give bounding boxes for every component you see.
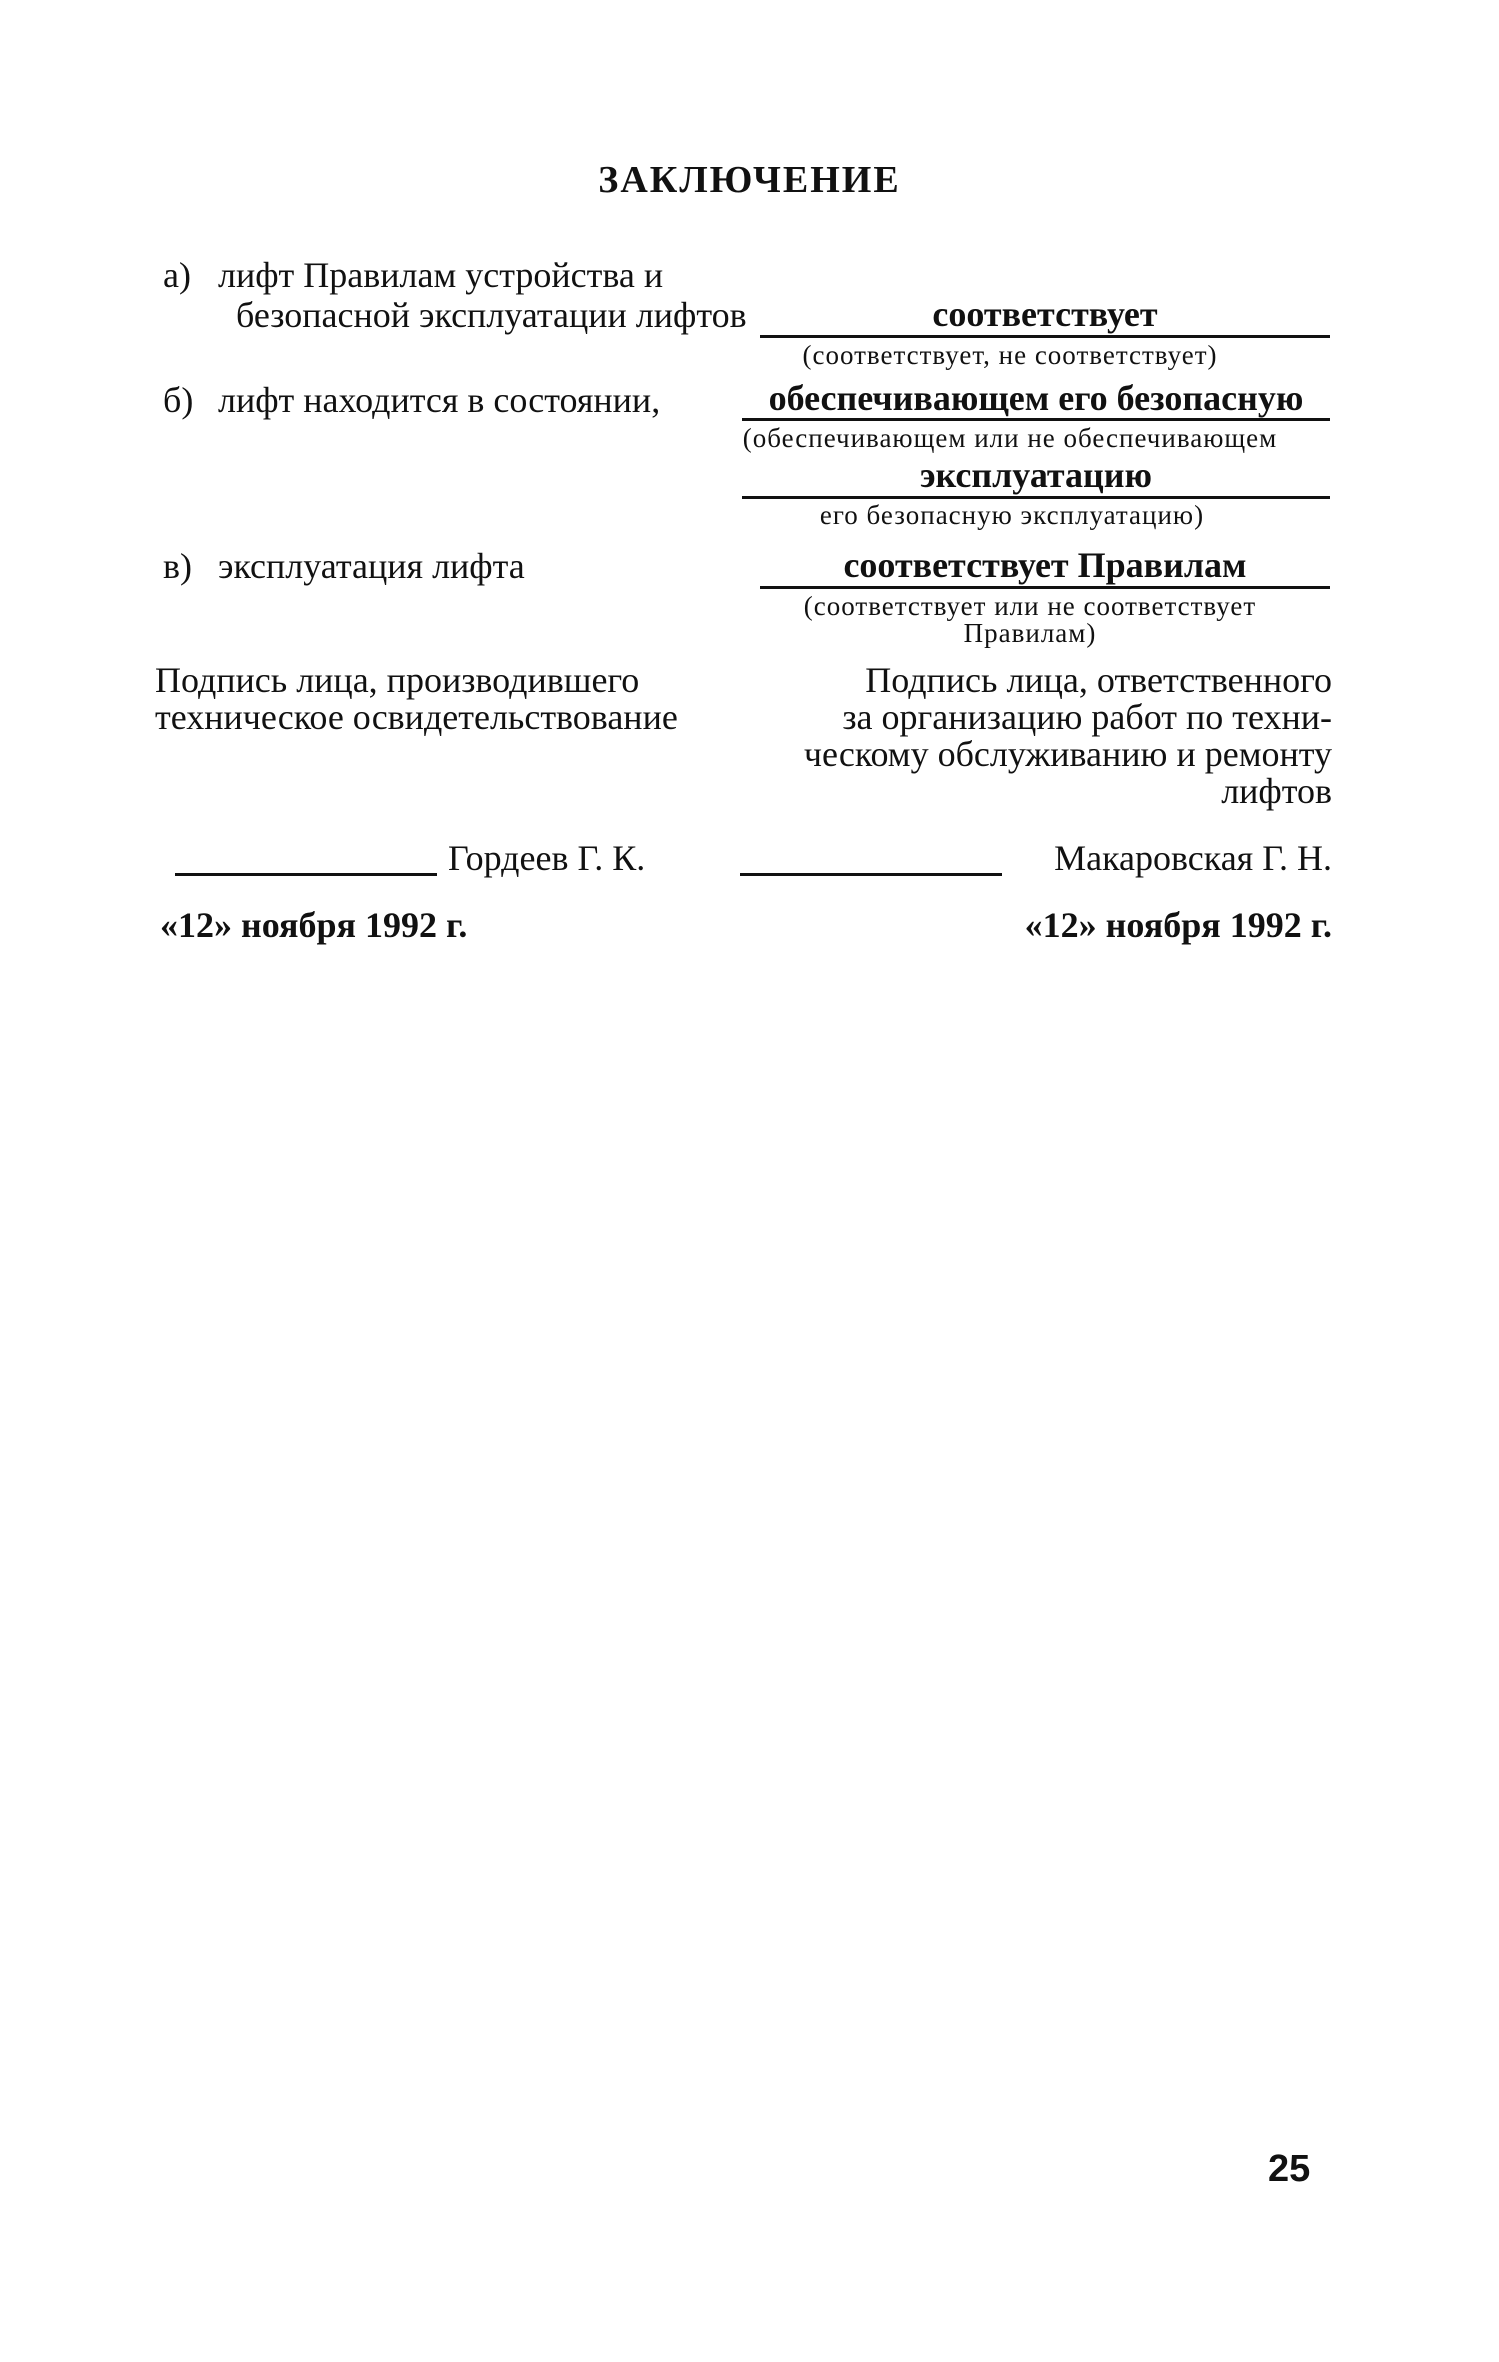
right-caption-line4: лифтов bbox=[1221, 771, 1332, 811]
item-b-value1: обеспечивающем его безопасную bbox=[768, 378, 1304, 418]
page-number: 25 bbox=[1268, 2148, 1311, 2190]
left-signature-line bbox=[175, 873, 437, 876]
item-a-label: а) bbox=[163, 255, 191, 295]
item-a-value: соответствует bbox=[932, 294, 1158, 334]
item-v-hint2: Правилам) bbox=[963, 618, 1097, 648]
item-a-line2: безопасной эксплуатации лифтов bbox=[236, 295, 747, 335]
item-b-line1: лифт находится в состоянии, bbox=[218, 380, 661, 420]
item-v-underline bbox=[760, 586, 1330, 589]
left-date: «12» ноября 1992 г. bbox=[160, 905, 468, 945]
right-caption-line1: Подпись лица, ответственного bbox=[865, 660, 1332, 700]
item-b-label: б) bbox=[163, 380, 194, 420]
right-signer-name: Макаровская Г. Н. bbox=[1054, 838, 1332, 878]
item-b-underline2 bbox=[742, 496, 1330, 499]
right-date: «12» ноября 1992 г. bbox=[1024, 905, 1332, 945]
item-v-hint1: (соответствует или не соответствует bbox=[803, 591, 1257, 621]
item-v-line1: эксплуатация лифта bbox=[218, 546, 525, 586]
right-caption-line2: за организацию работ по техни- bbox=[842, 697, 1332, 737]
item-b-hint1: (обеспечивающем или не обеспечивающем bbox=[742, 423, 1278, 453]
item-b-underline1 bbox=[742, 418, 1330, 421]
item-b-value2: эксплуатацию bbox=[919, 455, 1153, 495]
item-b-hint2: его безопасную эксплуатацию) bbox=[819, 500, 1205, 530]
right-caption-line3: ческому обслуживанию и ремонту bbox=[803, 734, 1332, 774]
left-signer-name: Гордеев Г. К. bbox=[448, 838, 646, 878]
item-a-hint: (соответствует, не соответствует) bbox=[802, 340, 1218, 370]
item-a-underline bbox=[760, 335, 1330, 338]
right-signature-line bbox=[740, 873, 1002, 876]
left-caption-line2: техническое освидетельствование bbox=[155, 697, 678, 737]
item-v-value: соответствует Правилам bbox=[843, 545, 1247, 585]
item-v-label: в) bbox=[163, 546, 192, 586]
document-title: ЗАКЛЮЧЕНИЕ bbox=[598, 159, 901, 201]
item-a-line1: лифт Правилам устройства и bbox=[218, 255, 664, 295]
left-caption-line1: Подпись лица, производившего bbox=[155, 660, 640, 700]
